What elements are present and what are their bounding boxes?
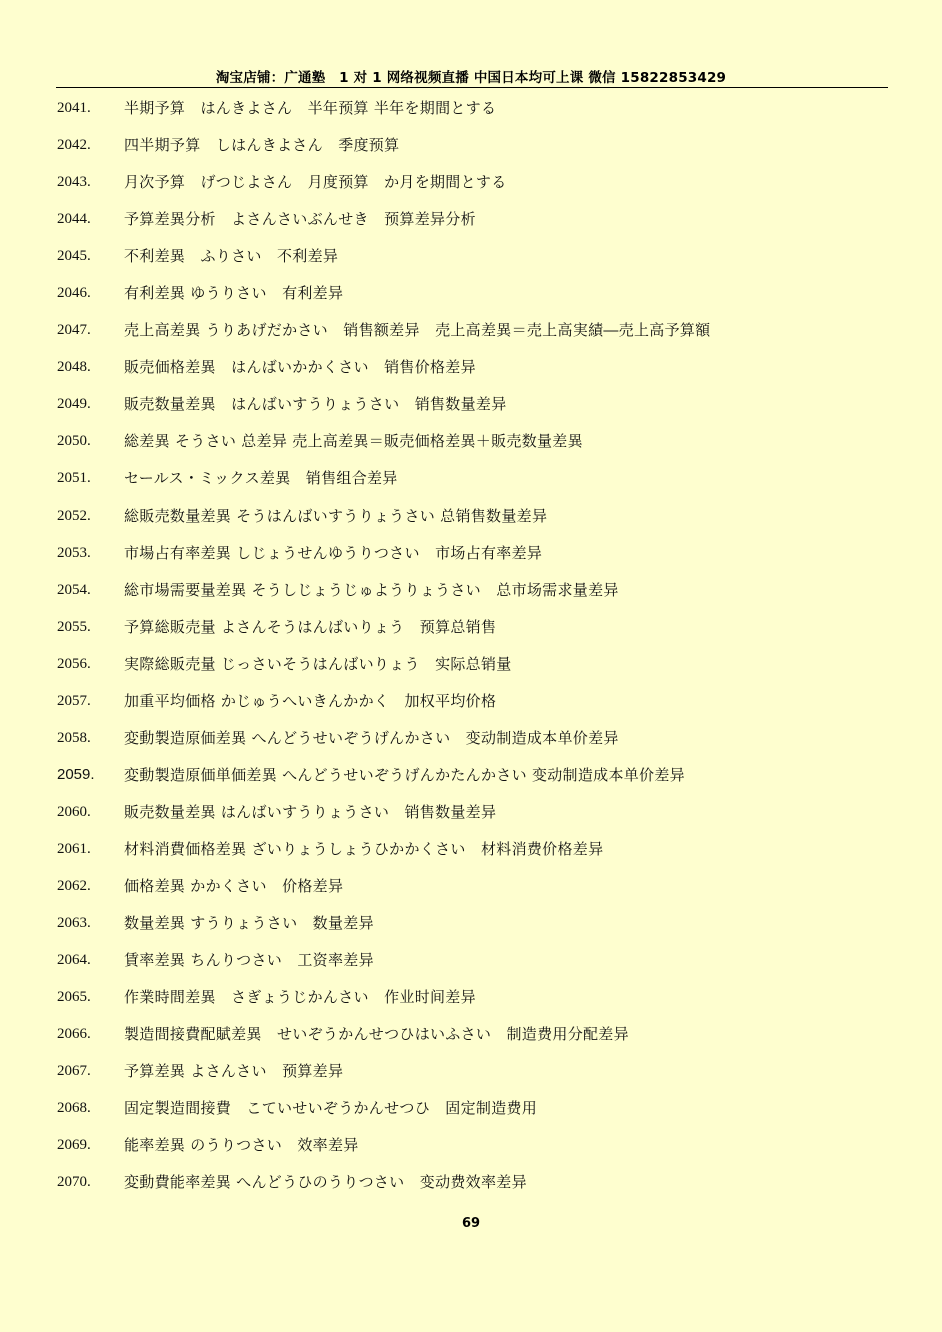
entry-text: 月次予算 げつじよさん 月度预算 か月を期間とする xyxy=(124,173,507,192)
list-item xyxy=(0,800,942,837)
entry-text: 作業時間差異 さぎょうじかんさい 作业时间差异 xyxy=(124,988,476,1007)
entry-number: 2041. xyxy=(57,100,91,116)
list-item xyxy=(0,985,942,1022)
entry-number: 2068. xyxy=(57,1100,91,1117)
list-item xyxy=(0,392,942,429)
list-item xyxy=(0,133,942,170)
list-item xyxy=(0,504,942,541)
entry-text: 販売数量差異 はんばいすうりょうさい 销售数量差异 xyxy=(124,802,497,821)
entry-number: 2063. xyxy=(57,915,91,932)
glossary-list xyxy=(0,96,942,1207)
list-item xyxy=(0,170,942,207)
list-item xyxy=(0,874,942,911)
list-item xyxy=(0,837,942,874)
entry-number: 2047. xyxy=(57,322,91,339)
entry-text: 総市場需要量差異 そうしじょうじゅようりょうさい 总市场需求量差异 xyxy=(124,580,619,599)
list-item xyxy=(0,763,942,800)
list-item xyxy=(0,318,942,355)
list-item xyxy=(0,726,942,763)
entry-number: 2066. xyxy=(57,1026,91,1043)
entry-number: 2070. xyxy=(57,1174,91,1191)
entry-text: 有利差異 ゆうりさい 有利差异 xyxy=(124,284,344,303)
entry-text: 販売数量差異 はんばいすうりょうさい 销售数量差异 xyxy=(124,395,507,414)
entry-text: 固定製造間接費 こていせいぞうかんせつひ 固定制造费用 xyxy=(124,1099,538,1118)
list-item xyxy=(0,429,942,466)
list-item xyxy=(0,541,942,578)
entry-text: 賃率差異 ちんりつさい 工资率差异 xyxy=(124,951,374,970)
entry-number: 2049. xyxy=(57,396,91,413)
entry-number: 2062. xyxy=(57,877,91,894)
entry-number: 2052. xyxy=(57,507,91,524)
entry-text: セールス・ミックス差異 销售组合差异 xyxy=(124,469,398,488)
list-item xyxy=(0,355,942,392)
entry-number: 2059. xyxy=(57,765,95,783)
list-item xyxy=(0,578,942,615)
list-item xyxy=(0,1170,942,1207)
entry-text: 売上高差異 うりあげだかさい 销售额差异 売上高差異＝売上高実績―売上高予算額 xyxy=(124,321,711,340)
list-item xyxy=(0,1096,942,1133)
entry-text: 不利差異 ふりさい 不利差异 xyxy=(124,247,339,266)
list-item xyxy=(0,1133,942,1170)
entry-number: 2056. xyxy=(57,655,91,672)
entry-text: 加重平均価格 かじゅうへいきんかかく 加权平均价格 xyxy=(124,691,497,710)
entry-number: 2050. xyxy=(57,433,91,450)
entry-number: 2042. xyxy=(57,137,91,154)
list-item xyxy=(0,911,942,948)
entry-number: 2043. xyxy=(57,174,91,191)
entry-number: 2065. xyxy=(57,989,91,1006)
entry-text: 販売価格差異 はんばいかかくさい 销售价格差异 xyxy=(124,358,476,377)
list-item xyxy=(0,615,942,652)
entry-number: 2057. xyxy=(57,692,91,709)
list-item xyxy=(0,1022,942,1059)
entry-number: 2069. xyxy=(57,1137,91,1154)
entry-number: 2044. xyxy=(57,211,91,228)
entry-text: 変動製造原価差異 へんどうせいぞうげんかさい 变动制造成本单价差异 xyxy=(124,728,619,747)
entry-number: 2046. xyxy=(57,285,91,302)
entry-number: 2061. xyxy=(57,840,91,857)
entry-text: 能率差異 のうりつさい 效率差异 xyxy=(124,1136,359,1155)
list-item xyxy=(0,96,942,133)
entry-text: 総販売数量差異 そうはんばいすうりょうさい 总销售数量差异 xyxy=(124,506,548,525)
entry-text: 数量差異 すうりょうさい 数量差异 xyxy=(124,914,374,933)
entry-text: 変動費能率差異 へんどうひのうりつさい 变动费效率差异 xyxy=(124,1173,527,1192)
entry-text: 実際総販売量 じっさいそうはんばいりょう 实际总销量 xyxy=(124,654,512,673)
entry-text: 変動製造原価単価差異 へんどうせいぞうげんかたんかさい 变动制造成本单价差异 xyxy=(124,765,685,784)
entry-text: 市場占有率差異 しじょうせんゆうりつさい 市场占有率差异 xyxy=(124,543,543,562)
entry-text: 四半期予算 しはんきよさん 季度预算 xyxy=(124,136,400,155)
entry-text: 予算差異分析 よさんさいぶんせき 预算差异分析 xyxy=(124,210,476,229)
entry-text: 予算総販売量 よさんそうはんばいりょう 预算总销售 xyxy=(124,617,497,636)
list-item xyxy=(0,207,942,244)
entry-number: 2053. xyxy=(57,544,91,561)
entry-number: 2067. xyxy=(57,1063,91,1080)
entry-number: 2054. xyxy=(57,581,91,598)
entry-text: 材料消費価格差異 ざいりょうしょうひかかくさい 材料消费价格差异 xyxy=(124,839,604,858)
entry-text: 価格差異 かかくさい 价格差异 xyxy=(124,876,344,895)
entry-number: 2058. xyxy=(57,729,91,746)
entry-number: 2060. xyxy=(57,803,91,820)
list-item xyxy=(0,244,942,281)
list-item xyxy=(0,689,942,726)
entry-number: 2064. xyxy=(57,952,91,969)
entry-text: 予算差異 よさんさい 预算差异 xyxy=(124,1062,344,1081)
page-number: 69 xyxy=(461,1216,481,1231)
header-divider xyxy=(56,87,888,88)
list-item xyxy=(0,652,942,689)
list-item xyxy=(0,948,942,985)
entry-text: 製造間接費配賦差異 せいぞうかんせつひはいふさい 制造费用分配差异 xyxy=(124,1025,629,1044)
entry-text: 半期予算 はんきよさん 半年预算 半年を期間とする xyxy=(124,99,497,117)
entry-text: 総差異 そうさい 总差异 売上高差異＝販売価格差異＋販売数量差異 xyxy=(124,432,583,451)
list-item xyxy=(0,1059,942,1096)
page-header: 淘宝店铺：广通塾 1 对 1 网络视频直播 中国日本均可上课 微信 15822853429 xyxy=(215,70,727,86)
entry-number: 2045. xyxy=(57,248,91,265)
list-item xyxy=(0,281,942,318)
entry-number: 2048. xyxy=(57,359,91,376)
list-item xyxy=(0,466,942,503)
entry-number: 2055. xyxy=(57,618,91,635)
entry-number: 2051. xyxy=(57,470,91,487)
